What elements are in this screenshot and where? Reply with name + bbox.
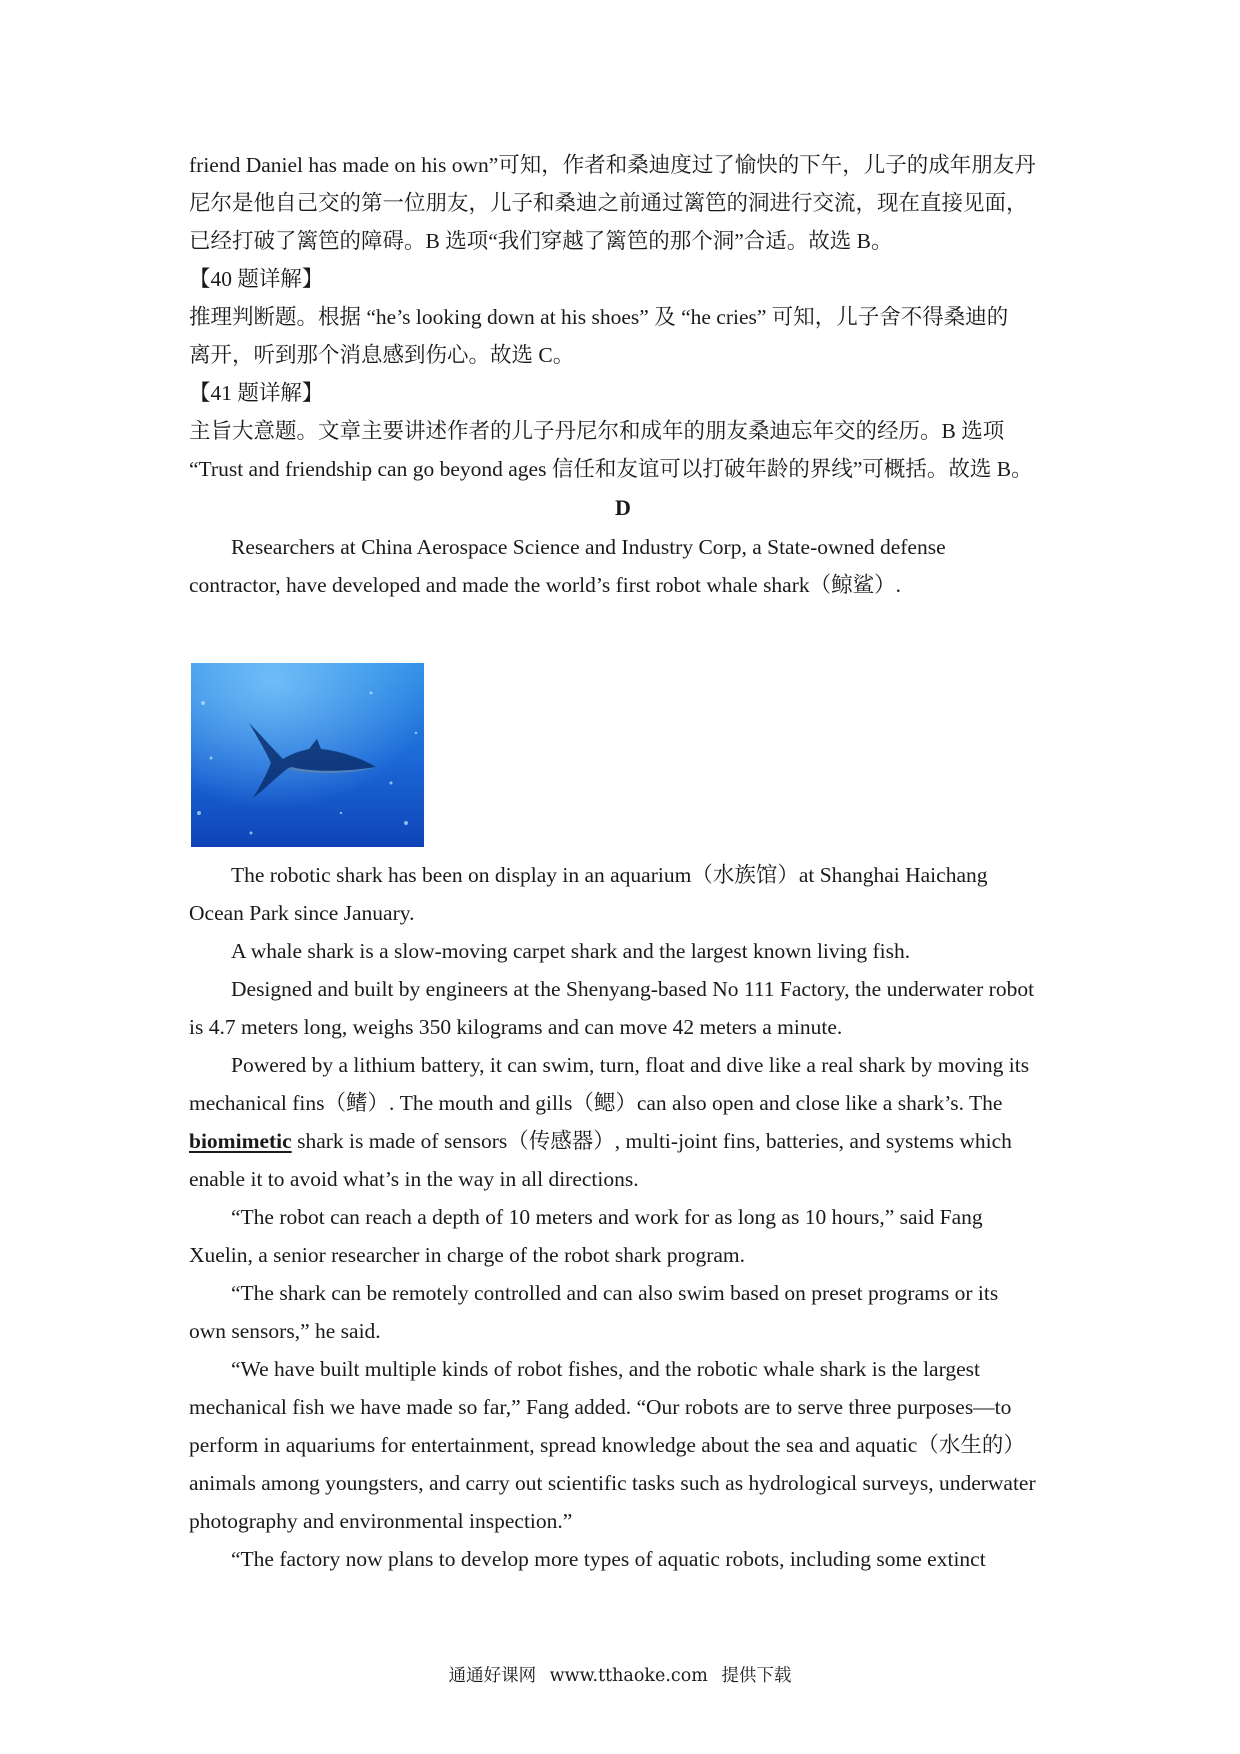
text-line: perform in aquariums for entertainment, spread knowledge about the sea and aquatic（水生的） [189, 1433, 1025, 1457]
text-line: 推理判断题。根据 “he’s looking down at his shoes” 及 “he cries” 可知，儿子舍不得桑迪的 [189, 305, 1009, 329]
text-line: “The shark can be remotely controlled and can also swim based on preset programs or its [231, 1281, 999, 1305]
whale-shark-photo [191, 663, 424, 847]
text-line: contractor, have developed and made the world’s first robot whale shark（鲸鲨）. [189, 573, 902, 597]
text-span: shark is made of sensors（传感器）, multi-joint fins, batteries, and systems which [291, 1129, 1012, 1153]
footer-url[interactable]: www.tthaoke.com [549, 1666, 708, 1686]
question-41-heading: 【41 题详解】 [189, 381, 324, 405]
page-footer [0, 1662, 1240, 1687]
footer-tail: 提供下载 [721, 1666, 792, 1686]
text-line: The robotic shark has been on display in an aquarium（水族馆）at Shanghai Haichang [231, 863, 988, 887]
document-page [189, 146, 1057, 604]
text-line: “The factory now plans to develop more types of aquatic robots, including some extinct [231, 1547, 986, 1571]
text-line: Xuelin, a senior researcher in charge of the robot shark program. [189, 1243, 745, 1267]
question-40-heading: 【40 题详解】 [189, 267, 324, 291]
passage-intro [189, 528, 1057, 604]
text-line: 离开，听到那个消息感到伤心。故选 C。 [189, 343, 575, 367]
text-line: Researchers at China Aerospace Science and Industry Corp, a State-owned defense [231, 535, 946, 559]
passage-body [189, 856, 1057, 1578]
text-line: mechanical fins（鳍）. The mouth and gills（鳃）can also open and close like a shark’s. The [189, 1091, 1003, 1115]
section-heading: D [615, 495, 631, 520]
answer-explanations [189, 146, 1057, 488]
text-line: own sensors,” he said. [189, 1319, 381, 1343]
underlined-word: biomimetic [189, 1129, 292, 1153]
text-line: A whale shark is a slow-moving carpet shark and the largest known living fish. [231, 939, 911, 963]
text-line: “We have built multiple kinds of robot fishes, and the robotic whale shark is the largest [231, 1357, 981, 1381]
footer-site-name: 通通好课网 [448, 1666, 537, 1686]
text-line [189, 1122, 1057, 1160]
text-line: 尼尔是他自己交的第一位朋友，儿子和桑迪之前通过篱笆的洞进行交流，现在直接见面， [189, 191, 1028, 215]
text-line: Powered by a lithium battery, it can swim, turn, float and dive like a real shark by moving its [231, 1053, 1030, 1077]
text-line: Ocean Park since January. [189, 901, 415, 925]
text-line: mechanical fish we have made so far,” Fang added. “Our robots are to serve three purposes—to [189, 1395, 1012, 1419]
text-line: Designed and built by engineers at the Shenyang-based No 111 Factory, the underwater robot [231, 977, 1035, 1001]
text-line: enable it to avoid what’s in the way in all directions. [189, 1167, 639, 1191]
text-line: 已经打破了篱笆的障碍。B 选项“我们穿越了篱笆的那个洞”合适。故选 B。 [189, 229, 893, 253]
text-line: photography and environmental inspection.” [189, 1509, 573, 1533]
text-line: “Trust and friendship can go beyond ages 信任和友谊可以打破年龄的界线”可概括。故选 B。 [189, 457, 1033, 481]
text-line: friend Daniel has made on his own”可知，作者和桑迪度过了愉快的下午，儿子的成年朋友丹 [189, 153, 1036, 177]
text-line: “The robot can reach a depth of 10 meters and work for as long as 10 hours,” said Fang [231, 1205, 983, 1229]
text-line: is 4.7 meters long, weighs 350 kilograms and can move 42 meters a minute. [189, 1015, 843, 1039]
text-line: animals among youngsters, and carry out scientific tasks such as hydrological surveys, underwater [189, 1471, 1036, 1495]
text-line: 主旨大意题。文章主要讲述作者的儿子丹尼尔和成年的朋友桑迪忘年交的经历。B 选项 [189, 419, 1005, 443]
